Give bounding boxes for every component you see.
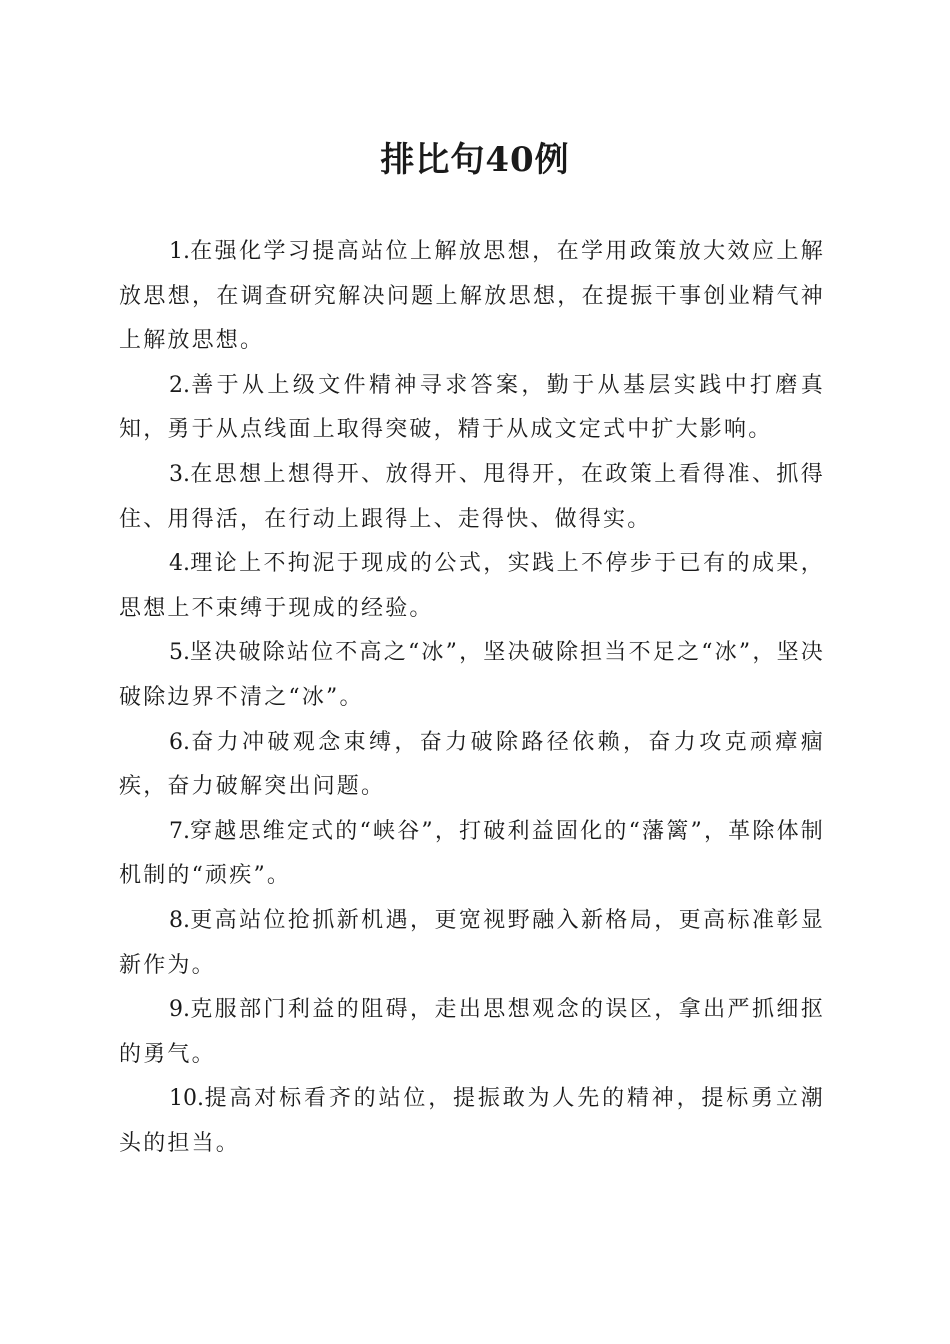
paragraph-text: 克服部门利益的阻碍，走出思想观念的误区，拿出严抓细抠的勇气。 — [119, 997, 825, 1067]
paragraph-text: 在强化学习提高站位上解放思想，在学用政策放大效应上解放思想，在调查研究解决问题上解放思想，在提振干事创业精气神上解放思想。 — [119, 239, 825, 354]
paragraph-text: 奋力冲破观念束缚，奋力破除路径依赖，奋力攻克顽瘴痼疾，奋力破解突出问题。 — [119, 729, 825, 800]
paragraph-2 — [119, 364, 825, 453]
paragraph-5 — [119, 631, 825, 720]
document-body — [119, 230, 825, 1166]
paragraph-8 — [119, 899, 825, 988]
paragraph-4 — [119, 542, 825, 631]
paragraph-10 — [119, 1077, 825, 1166]
paragraph-number: 7. — [169, 818, 190, 844]
paragraph-number: 1. — [169, 239, 190, 264]
paragraph-number: 3. — [169, 461, 190, 487]
paragraph-number: 2. — [169, 372, 190, 398]
paragraph-text: 穿越思维定式的“峡谷”，打破利益固化的“藩篱”，革除体制机制的“顽疾”。 — [119, 818, 825, 889]
paragraph-text: 在思想上想得开、放得开、甩得开，在政策上看得准、抓得住、用得活，在行动上跟得上、走得快、做得实。 — [119, 461, 825, 532]
paragraph-number: 8. — [169, 907, 190, 933]
paragraph-text: 善于从上级文件精神寻求答案，勤于从基层实践中打磨真知，勇于从点线面上取得突破，精于从成文定式中扩大影响。 — [119, 372, 825, 443]
paragraph-text: 理论上不拘泥于现成的公式，实践上不停步于已有的成果，思想上不束缚于现成的经验。 — [119, 551, 825, 621]
paragraph-text: 坚决破除站位不高之“冰”，坚决破除担当不足之“冰”，坚决破除边界不清之“冰”。 — [119, 640, 825, 710]
paragraph-9 — [119, 988, 825, 1077]
paragraph-text: 更高站位抢抓新机遇，更宽视野融入新格局，更高标准彰显新作为。 — [119, 907, 825, 978]
paragraph-number: 6. — [169, 729, 190, 755]
paragraph-1 — [119, 230, 825, 364]
paragraph-7 — [119, 810, 825, 899]
paragraph-number: 4. — [169, 551, 190, 577]
paragraph-text: 提高对标看齐的站位，提振敢为人先的精神，提标勇立潮头的担当。 — [119, 1086, 825, 1156]
document-title: 排比句40例 — [380, 140, 570, 180]
paragraph-number: 9. — [169, 997, 190, 1023]
paragraph-number: 10. — [169, 1086, 204, 1112]
paragraph-6 — [119, 721, 825, 810]
paragraph-3 — [119, 453, 825, 542]
paragraph-number: 5. — [169, 640, 190, 666]
